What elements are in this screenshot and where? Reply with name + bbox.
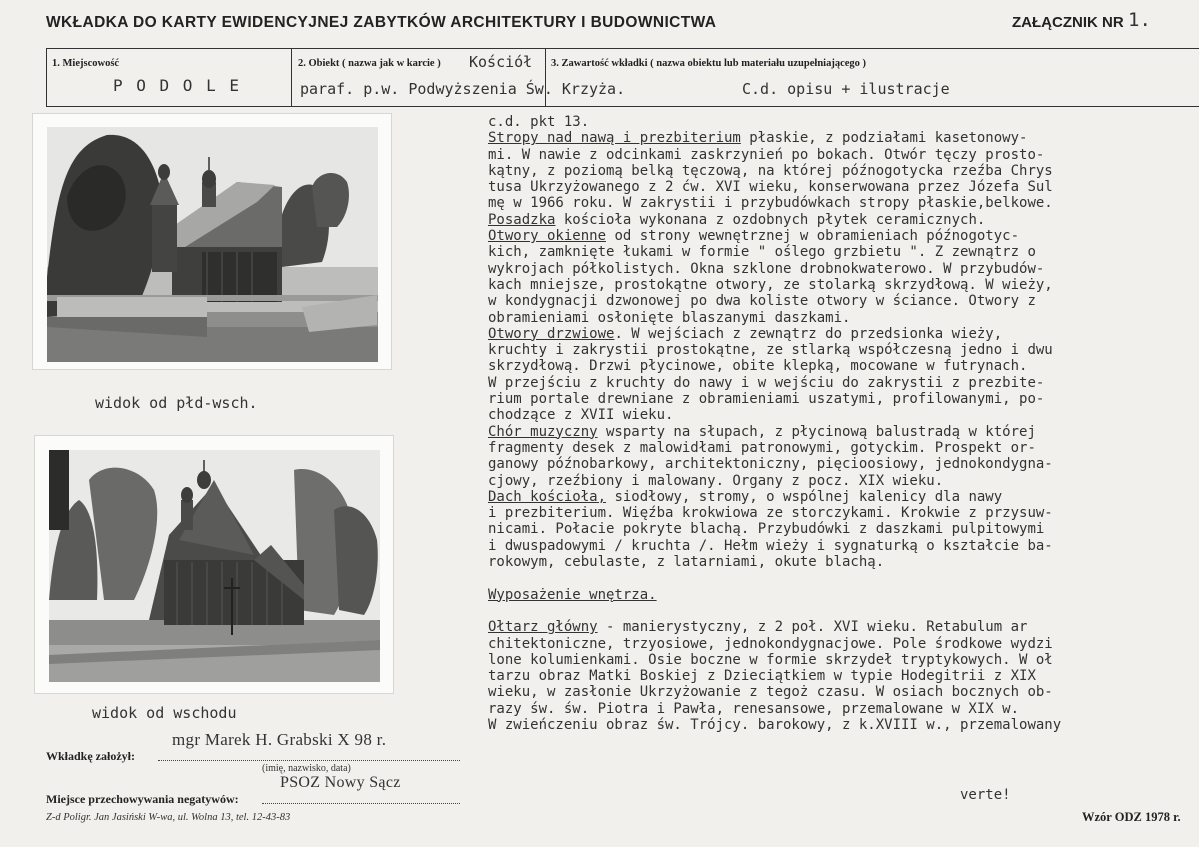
- content-label: 3. Zawartość wkładki ( nazwa obiektu lub materiału uzupełniającego ): [551, 58, 867, 69]
- description-segment: kątny, z poziomą belką tęczową, na której późnogotycka rzeźba Chrys: [488, 162, 1053, 179]
- card-title: WKŁADKA DO KARTY EWIDENCYJNEJ ZABYTKÓW ARCHITEKTURY I BUDOWNICTWA: [46, 14, 717, 31]
- description-segment: i dwuspadowymi / kruchta /. Hełm wieży i sygnaturką o kształcie ba-: [488, 537, 1053, 554]
- description-line: [488, 326, 1193, 342]
- description-line: [488, 310, 1193, 326]
- description-line: [488, 147, 1193, 163]
- object-value-line2: paraf. p.w. Podwyższenia Św. Krzyża.: [300, 80, 626, 98]
- description-line: [488, 163, 1193, 179]
- field-top-border: [46, 48, 1199, 49]
- description-heading: Dach kościoła,: [488, 488, 607, 505]
- description-line: [488, 652, 1193, 668]
- description-line: [488, 505, 1193, 521]
- description-text: [488, 114, 1193, 733]
- description-segment: tarzu obraz Matki Boskiej z Dzieciątkiem w typie Hodegitrii z XIX: [488, 668, 1036, 685]
- description-heading: Otwory okienne: [488, 228, 607, 245]
- object-label: 2. Obiekt ( nazwa jak w karcie ): [298, 58, 441, 69]
- description-line: [488, 293, 1193, 309]
- printer-imprint: Z-d Poligr. Jan Jasiński W-wa, ul. Wolna 13, tel. 12-43-83: [46, 812, 291, 823]
- description-segment: ganowy późnobarkowy, architektoniczny, pięcioosiowy, jednokondygna-: [488, 456, 1053, 473]
- description-line: [488, 636, 1193, 652]
- description-segment: wieku, w zasłonie Ukrzyżowanie z tegoż czasu. W osiach bocznych ob-: [488, 684, 1053, 701]
- description-segment: chodzące z XVII wieku.: [488, 407, 674, 424]
- content-value: C.d. opisu + ilustracje: [742, 80, 950, 98]
- founder-hint: (imię, nazwisko, data): [262, 763, 351, 774]
- description-segment: w kondygnacji dzwonowej po dwa koliste otwory w ściance. Otwory z: [488, 293, 1036, 310]
- description-line: [488, 342, 1193, 358]
- description-segment: wsparty na słupach, z płycinową balustradą w której: [597, 423, 1036, 440]
- description-segment: rokowym, cebulaste, z latarniami, okute blachą.: [488, 554, 885, 571]
- description-heading: Stropy nad nawą i prezbiterium: [488, 130, 741, 147]
- description-line: [488, 375, 1193, 391]
- description-line: [488, 244, 1193, 260]
- description-segment: - manierystyczny, z 2 poł. XVI wieku. Retabulum ar: [597, 619, 1028, 636]
- description-line: [488, 130, 1193, 146]
- description-segment: i prezbiterium. Więźba krokwiowa ze storczykami. Krokwie z przysuw-: [488, 505, 1053, 522]
- description-segment: razy św. św. Piotra i Pawła, renesansowe, przemalowane w XIX w.: [488, 700, 1020, 717]
- photo-caption-2: widok od wschodu: [92, 704, 237, 722]
- description-line: [488, 440, 1193, 456]
- description-line: [488, 277, 1193, 293]
- place-label: 1. Miejscowość: [52, 58, 120, 69]
- description-line: [488, 424, 1193, 440]
- description-line: [488, 619, 1193, 635]
- description-segment: wykrojach półkolistych. Okna szklone drobnokwaterowo. W przybudów-: [488, 260, 1045, 277]
- description-segment: siodłowy, stromy, o wspólnej kalenicy dla nawy: [606, 488, 1003, 505]
- photo-frame-1: [33, 114, 391, 369]
- description-line: [488, 603, 1193, 619]
- description-line: [488, 179, 1193, 195]
- description-segment: W zwieńczeniu obraz św. Trójcy. barokowy, z k.XVIII w., przemalowany: [488, 716, 1062, 733]
- description-segment: kruchty i zakrystii prostokątne, ze stlarką współczesną jedno i dwu: [488, 342, 1053, 359]
- description-segment: c.d. pkt 13.: [488, 114, 590, 130]
- founder-label: Wkładkę założył:: [46, 749, 135, 763]
- attachment-number: 1.: [1128, 9, 1151, 31]
- founder-dotted-line: [158, 760, 460, 761]
- description-segment: skrzydłową. Drzwi płycinowe, obite klepką, mocowane w futrynach.: [488, 358, 1028, 375]
- description-line: [488, 212, 1193, 228]
- description-segment: kościoła wykonana z ozdobnych płytek ceramicznych.: [555, 211, 986, 228]
- description-line: [488, 456, 1193, 472]
- description-segment: obramieniami osłonięte blaszanymi daszkami.: [488, 309, 851, 326]
- description-line: [488, 570, 1193, 586]
- description-heading: Wyposażenie wnętrza.: [488, 586, 657, 603]
- description-line: [488, 473, 1193, 489]
- description-line: [488, 521, 1193, 537]
- description-line: [488, 391, 1193, 407]
- description-segment: W przejściu z kruchty do nawy i w wejściu do zakrystii z prezbite-: [488, 374, 1045, 391]
- description-line: [488, 407, 1193, 423]
- church-photo-east: [49, 450, 380, 682]
- description-line: [488, 538, 1193, 554]
- attachment-label: ZAŁĄCZNIK NR: [1012, 14, 1124, 31]
- verte-note: verte!: [960, 787, 1011, 803]
- description-line: [488, 701, 1193, 717]
- founder-value: mgr Marek H. Grabski X 98 r.: [172, 730, 387, 749]
- photo-frame-2: [35, 436, 393, 693]
- object-value-line1: Kościół: [469, 53, 533, 71]
- church-photo-southeast: [47, 127, 378, 362]
- negatives-value: PSOZ Nowy Sącz: [280, 774, 401, 791]
- description-segment: kich, zamknięte łukami w formie " oślego grzbietu ". Z zewnątrz o: [488, 244, 1036, 261]
- description-segment: płaskie, z podziałami kasetonowy-: [740, 130, 1028, 147]
- field-left-border: [46, 48, 47, 106]
- description-line: [488, 684, 1193, 700]
- description-heading: Chór muzyczny: [488, 423, 598, 440]
- description-heading: Posadzka: [488, 211, 556, 228]
- description-segment: cjowy, rzeźbiony i malowany. Organy z pocz. XIX wieku.: [488, 472, 944, 489]
- form-code: Wzór ODZ 1978 r.: [1082, 810, 1181, 824]
- description-segment: fragmenty desek z malowidłami patronowymi, gotyckim. Prospekt or-: [488, 439, 1036, 456]
- description-segment: nicami. Połacie pokryte blachą. Przybudówki z daszkami pulpitowymi: [488, 521, 1045, 538]
- description-segment: chitektoniczne, trzyosiowe, jednokondygnacjowe. Pole środkowe wydzi: [488, 635, 1053, 652]
- description-line: [488, 554, 1193, 570]
- description-segment: kach mniejsze, prostokątne otwory, ze stolarką skrzydłową. W wieży,: [488, 276, 1053, 293]
- description-segment: . W wejściach z zewnątrz do przedsionka wieży,: [614, 325, 1003, 342]
- description-line: [488, 587, 1193, 603]
- description-line: [488, 358, 1193, 374]
- description-line: [488, 261, 1193, 277]
- place-value: P O D O L E: [113, 76, 241, 95]
- field-divider-1: [291, 48, 292, 106]
- description-segment: lone kolumienkami. Osie boczne w formie skrzydeł tryptykowych. W oł: [488, 651, 1053, 668]
- description-line: [488, 228, 1193, 244]
- description-heading: Ołtarz główny: [488, 619, 598, 636]
- description-segment: mi. W nawie z odcinkami zaskrzynień po bokach. Otwór tęczy prosto-: [488, 146, 1045, 163]
- description-line: [488, 717, 1193, 733]
- description-line: [488, 489, 1193, 505]
- negatives-dotted-line: [262, 803, 460, 804]
- description-segment: mę w 1966 roku. W zakrystii i przybudówkach stropy płaskie,belkowe.: [488, 195, 1053, 212]
- description-line: [488, 195, 1193, 211]
- description-line: [488, 668, 1193, 684]
- description-segment: od strony wewnętrznej w obramieniach późnogotyc-: [606, 228, 1020, 245]
- description-line: [488, 114, 1193, 130]
- description-segment: rium portale drewniane z obramieniami uszatymi, profilowanymi, po-: [488, 391, 1045, 408]
- photo-caption-1: widok od płd-wsch.: [95, 394, 258, 412]
- description-heading: Otwory drzwiowe: [488, 325, 615, 342]
- description-segment: tusa Ukrzyżowanego z 2 ćw. XVI wieku, konserwowana przez Józefa Sul: [488, 179, 1053, 196]
- negatives-label: Miejsce przechowywania negatywów:: [46, 792, 239, 806]
- field-bottom-border: [46, 106, 1199, 107]
